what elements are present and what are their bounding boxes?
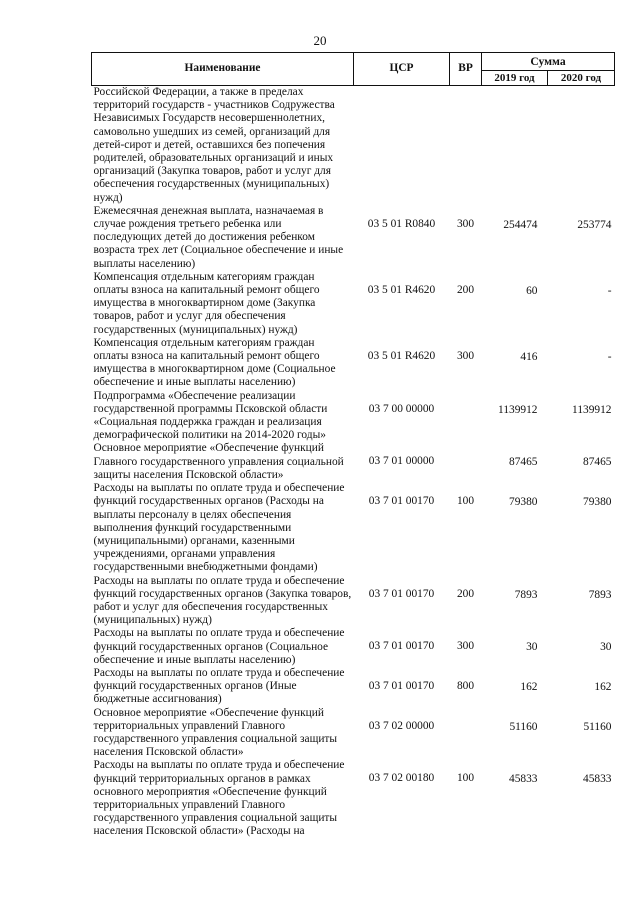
row-name: Расходы на выплаты по оплате труда и обеспечение функций государственных органов (Социальное обеспечение и иные выплаты населению) <box>93 627 345 666</box>
row-vr: 300 <box>456 217 475 230</box>
row-sum-2020 <box>548 86 615 205</box>
table-row <box>92 575 615 628</box>
row-csr: 03 7 01 00170 <box>368 640 435 653</box>
row-vr: 800 <box>456 679 475 692</box>
row-name: Подпрограмма «Обеспечение реализации государственной программы Псковской области «Социальная поддержка граждан и реализация демографической политики на 2014-2020 годы» <box>93 389 328 442</box>
row-name: Ежемесячная денежная выплата, назначаемая в случае рождения третьего ребенка или последующих детей до достижения ребенком возраста трех лет (Социальное обеспечение и иные выплаты населению) <box>93 204 344 270</box>
row-name: Расходы на выплаты по оплате труда и обеспечение функций территориальных органов в рамках основного мероприятия «Обеспечение функций территориальных управлений Главного государственного управления социальной защиты населения Псковской области» (Расходы на <box>93 759 345 838</box>
row-vr <box>450 707 482 760</box>
page-number: 20 <box>313 33 327 48</box>
row-sum-2019: 416 <box>520 350 538 363</box>
table-row <box>92 482 615 574</box>
row-sum-2019: 254474 <box>503 218 538 231</box>
row-vr: 300 <box>456 349 475 362</box>
row-vr: 100 <box>456 495 475 508</box>
row-sum-2019: 79380 <box>509 496 538 509</box>
row-sum-2019: 7893 <box>514 588 538 601</box>
row-vr <box>450 390 482 443</box>
row-name: Компенсация отдельным категориям граждан оплаты взноса на капитальный ремонт общего имущества в многоквартирном доме (Социальное обеспечение и иные выплаты населению) <box>93 336 336 389</box>
row-sum-2020: 51160 <box>583 720 612 733</box>
header-sum: Сумма <box>482 53 615 71</box>
row-sum-2020: 7893 <box>588 588 612 601</box>
row-sum-2020: 45833 <box>583 773 612 786</box>
table-row <box>92 271 615 337</box>
row-csr: 03 5 01 R4620 <box>367 349 436 362</box>
row-vr <box>450 442 482 482</box>
row-csr <box>354 86 450 205</box>
row-name: Расходы на выплаты по оплате труда и обеспечение функций государственных органов (Закупка товаров, работ и услуг для обеспечения государственных (муниципальных) нужд) <box>93 574 352 627</box>
header-csr: ЦСР <box>354 53 450 86</box>
row-sum-2020: 1139912 <box>572 403 612 416</box>
budget-table <box>91 52 615 839</box>
row-sum-2020: 30 <box>600 641 612 654</box>
row-csr: 03 5 01 R0840 <box>367 217 436 230</box>
table-row <box>92 707 615 760</box>
row-csr: 03 7 01 00170 <box>368 495 435 508</box>
row-sum-2020: 162 <box>594 680 612 693</box>
row-name: Компенсация отдельным категориям граждан оплаты взноса на капитальный ремонт общего имущества в многоквартирном доме (Закупка товаров, работ и услуг для обеспечения государственных (муниципальных) нужд) <box>93 270 320 336</box>
table-row <box>92 205 615 271</box>
row-name: Российской Федерации, а также в пределах территорий государств - участников Содружества Независимых Государств несовершеннолетних, самовольно ушедших из семей, организаций для детей-сирот и детей, оставшихся без попечения родителей, образовательных организаций и иных организаций (Закупка товаров, работ и услуг для обеспечения государственных (муниципальных) нужд) <box>93 86 335 204</box>
table-row <box>92 442 615 482</box>
row-sum-2019: 30 <box>526 641 538 654</box>
row-vr: 100 <box>456 772 475 785</box>
row-name: Основное мероприятие «Обеспечение функций территориальных управлений Главного государственного управления социальной защиты населения Псковской области» <box>93 706 338 759</box>
row-sum-2020: 253774 <box>577 218 612 231</box>
row-csr: 03 7 01 00000 <box>368 455 435 468</box>
row-sum-2019: 1139912 <box>498 403 538 416</box>
table-row <box>92 627 615 667</box>
table-row <box>92 86 615 205</box>
row-csr: 03 7 02 00180 <box>368 772 435 785</box>
row-sum-2019 <box>482 86 548 205</box>
row-sum-2019: 51160 <box>509 720 538 733</box>
row-csr: 03 5 01 R4620 <box>367 283 436 296</box>
row-sum-2019: 45833 <box>509 773 538 786</box>
row-name: Расходы на выплаты по оплате труда и обеспечение функций государственных органов (Иные бюджетные ассигнования) <box>93 666 345 706</box>
row-sum-2019: 87465 <box>509 456 538 469</box>
row-csr: 03 7 01 00170 <box>368 679 435 692</box>
header-year-2019: 2019 год <box>482 70 548 85</box>
row-csr: 03 7 00 00000 <box>368 402 435 415</box>
row-sum-2020: 79380 <box>583 496 612 509</box>
table-row <box>92 759 615 838</box>
row-csr: 03 7 01 00170 <box>368 587 435 600</box>
row-vr <box>450 86 482 205</box>
row-sum-2020: - <box>607 284 612 297</box>
row-vr: 300 <box>456 640 475 653</box>
row-vr: 200 <box>456 283 475 296</box>
table-header <box>92 53 615 86</box>
row-csr: 03 7 02 00000 <box>368 719 435 732</box>
header-vr: ВР <box>450 53 482 86</box>
row-sum-2020: - <box>607 350 612 363</box>
row-name: Расходы на выплаты по оплате труда и обеспечение функций государственных органов (Расходы на выплаты персоналу в целях обеспечения выполнения функций государственными (муниципальными) органами, казенными учреждениями, органами управления государственными внебюджетными фондами) <box>93 482 345 574</box>
row-name: Основное мероприятие «Обеспечение функций Главного государственного управления социальной защиты населения Псковской области» <box>93 442 344 481</box>
table-row <box>92 337 615 390</box>
header-year-2020: 2020 год <box>548 70 615 85</box>
table-row <box>92 390 615 443</box>
header-name: Наименование <box>92 53 354 86</box>
row-vr: 200 <box>456 587 475 600</box>
row-sum-2019: 162 <box>520 680 538 693</box>
row-sum-2020: 87465 <box>583 456 612 469</box>
table-body <box>92 86 615 839</box>
table-row <box>92 667 615 707</box>
row-sum-2019: 60 <box>526 284 538 297</box>
